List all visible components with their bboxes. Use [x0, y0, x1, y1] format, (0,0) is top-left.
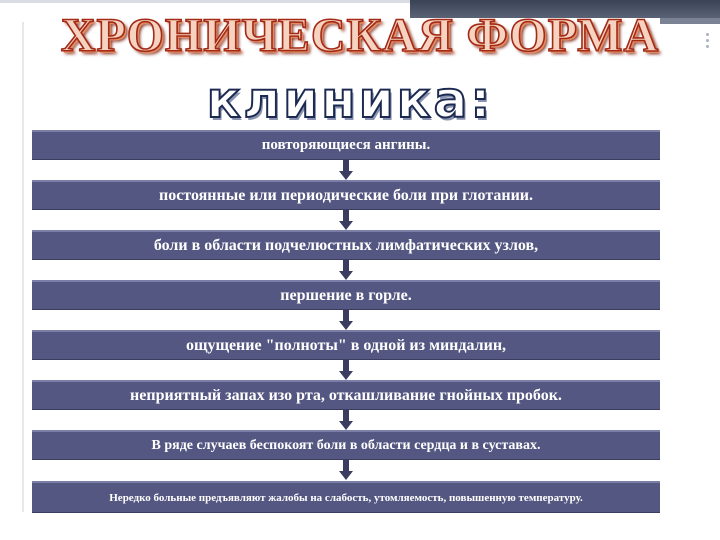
flow-step-5: ощущение "полноты" в одной из миндалин,	[32, 330, 660, 360]
flow-step-1: повторяющиеся ангины.	[32, 130, 660, 160]
arrow-down-icon	[339, 310, 353, 332]
slide-subtitle: клиника:	[206, 71, 494, 129]
flow-step-7: В ряде случаев беспокоят боли в области сердца и в суставах.	[32, 430, 660, 460]
slide-title: ХРОНИЧЕСКАЯ ФОРМА	[60, 9, 660, 62]
arrow-down-icon	[339, 360, 353, 382]
flow-step-3: боли в области подчелюстных лимфатических узлов,	[32, 230, 660, 260]
flow-step-8: Нередко больные предъявляют жалобы на слабость, утомляемость, повышенную температуру.	[32, 481, 660, 513]
flow-step-6: неприятный запах изо рта, откашливание гнойных пробок.	[32, 380, 660, 410]
arrow-down-icon	[339, 260, 353, 282]
flow-step-4: першение в горле.	[32, 280, 660, 310]
arrow-down-icon	[339, 160, 353, 182]
flow-step-2: постоянные или периодические боли при глотании.	[32, 180, 660, 210]
arrow-down-icon	[339, 210, 353, 232]
arrow-down-icon	[339, 460, 353, 482]
arrow-down-icon	[339, 410, 353, 432]
